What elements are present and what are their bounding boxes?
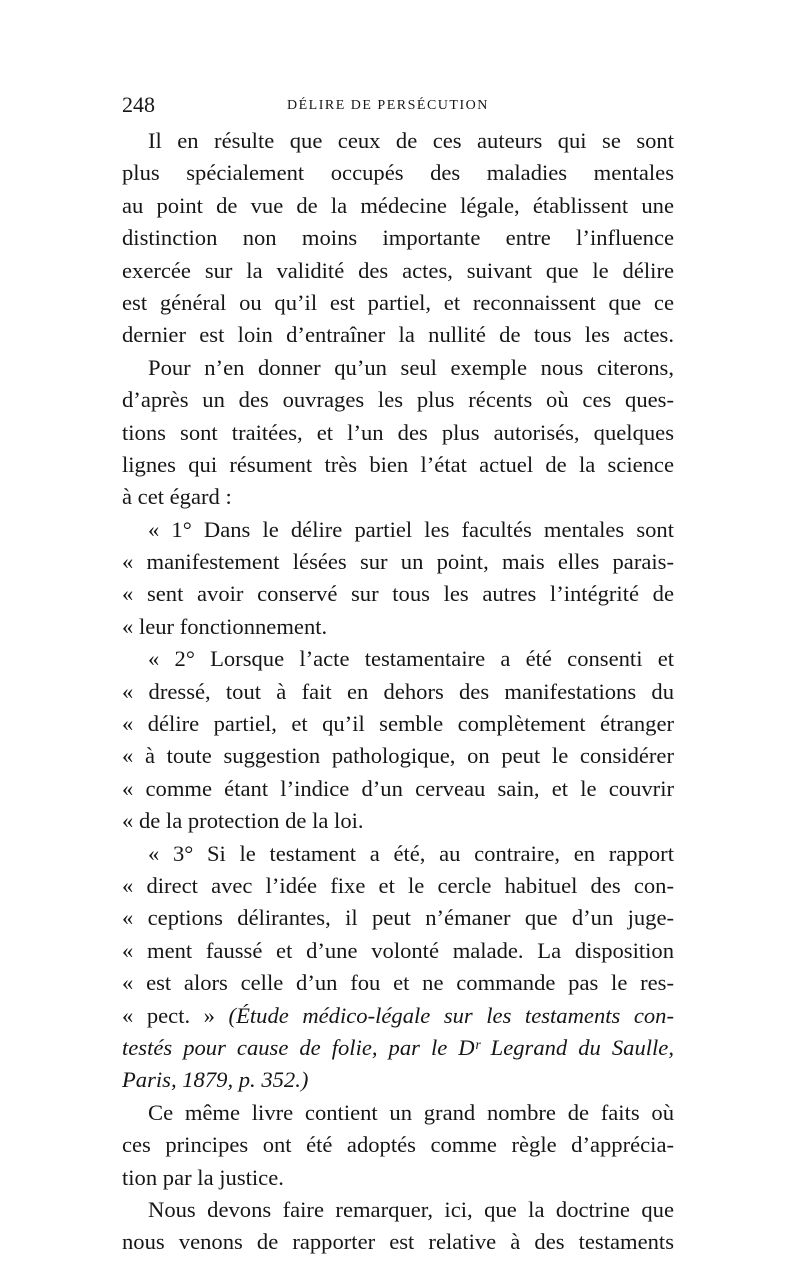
citation-line: testés pour cause de folie, par le Dʳ Legrand du Saulle, <box>122 1034 674 1060</box>
quote-line: « leur fonctionnement. <box>122 613 328 639</box>
text-line: Ce même livre contient un grand nombre de faits où <box>148 1099 674 1125</box>
running-title: DÉLIRE DE PERSÉCUTION <box>287 98 489 113</box>
quote-line: « sent avoir conservé sur tous les autres l’intégrité de <box>122 581 674 607</box>
text-line: nous venons de rapporter est relative à des testaments <box>122 1229 674 1255</box>
text-line: tion par la justice. <box>122 1164 284 1190</box>
text-line: tions sont traitées, et l’un des plus autorisés, quelques <box>122 419 674 445</box>
quote-line: « ceptions délirantes, il peut n’émaner que d’un juge- <box>122 905 674 931</box>
body-text <box>122 125 674 1259</box>
quote-line: « à toute suggestion pathologique, on peut le considérer <box>122 743 674 769</box>
quote-line: « délire partiel, et qu’il semble complètement étranger <box>122 711 674 737</box>
page-number: 248 <box>122 92 155 117</box>
text-line: Nous devons faire remarquer, ici, que la doctrine que <box>148 1196 674 1222</box>
text-line: à cet égard : <box>122 484 232 510</box>
text-line: exercée sur la validité des actes, suivant que le délire <box>122 257 674 283</box>
quote-line: « 2° Lorsque l’acte testamentaire a été consenti et <box>148 646 674 672</box>
quote-end: « pect. » <box>122 1002 215 1028</box>
quote-line: « ment faussé et d’une volonté malade. La disposition <box>122 937 674 963</box>
running-head <box>122 90 682 120</box>
citation-line: Paris, 1879, p. 352.) <box>122 1067 309 1093</box>
text-line: au point de vue de la médecine légale, établissent une <box>122 192 674 218</box>
text-line: distinction non moins importante entre l’influence <box>122 225 674 251</box>
quote-line: « de la protection de la loi. <box>122 808 364 834</box>
quote-line: « 1° Dans le délire partiel les facultés mentales sont <box>148 516 674 542</box>
text-line: dernier est loin d’entraîner la nullité de tous les actes. <box>122 322 674 348</box>
citation-line <box>122 1000 674 1032</box>
text-line: est général ou qu’il est partiel, et reconnaissent que ce <box>122 289 674 315</box>
text-line: Il en résulte que ceux de ces auteurs qui se sont <box>148 128 674 153</box>
text-line: Pour n’en donner qu’un seul exemple nous citerons, <box>148 354 674 380</box>
quote-line: « manifestement lésées sur un point, mais elles parais- <box>122 549 674 575</box>
text-line: lignes qui résument très bien l’état actuel de la science <box>122 451 674 477</box>
quote-line: « direct avec l’idée fixe et le cercle habituel des con- <box>122 872 674 898</box>
text-line: d’après un des ouvrages les plus récents où ces ques- <box>122 387 674 413</box>
quote-line: « dressé, tout à fait en dehors des manifestations du <box>122 678 674 704</box>
quote-line: « est alors celle d’un fou et ne commande pas le res- <box>122 970 674 996</box>
text-line: ces principes ont été adoptés comme règle d’apprécia- <box>122 1132 674 1158</box>
text-line: plus spécialement occupés des maladies mentales <box>122 160 674 186</box>
citation-text: (Étude médico-légale sur les testaments con- <box>228 1002 675 1028</box>
quote-line: « 3° Si le testament a été, au contraire, en rapport <box>148 840 674 866</box>
quote-line: « comme étant l’indice d’un cerveau sain, et le couvrir <box>122 775 674 801</box>
